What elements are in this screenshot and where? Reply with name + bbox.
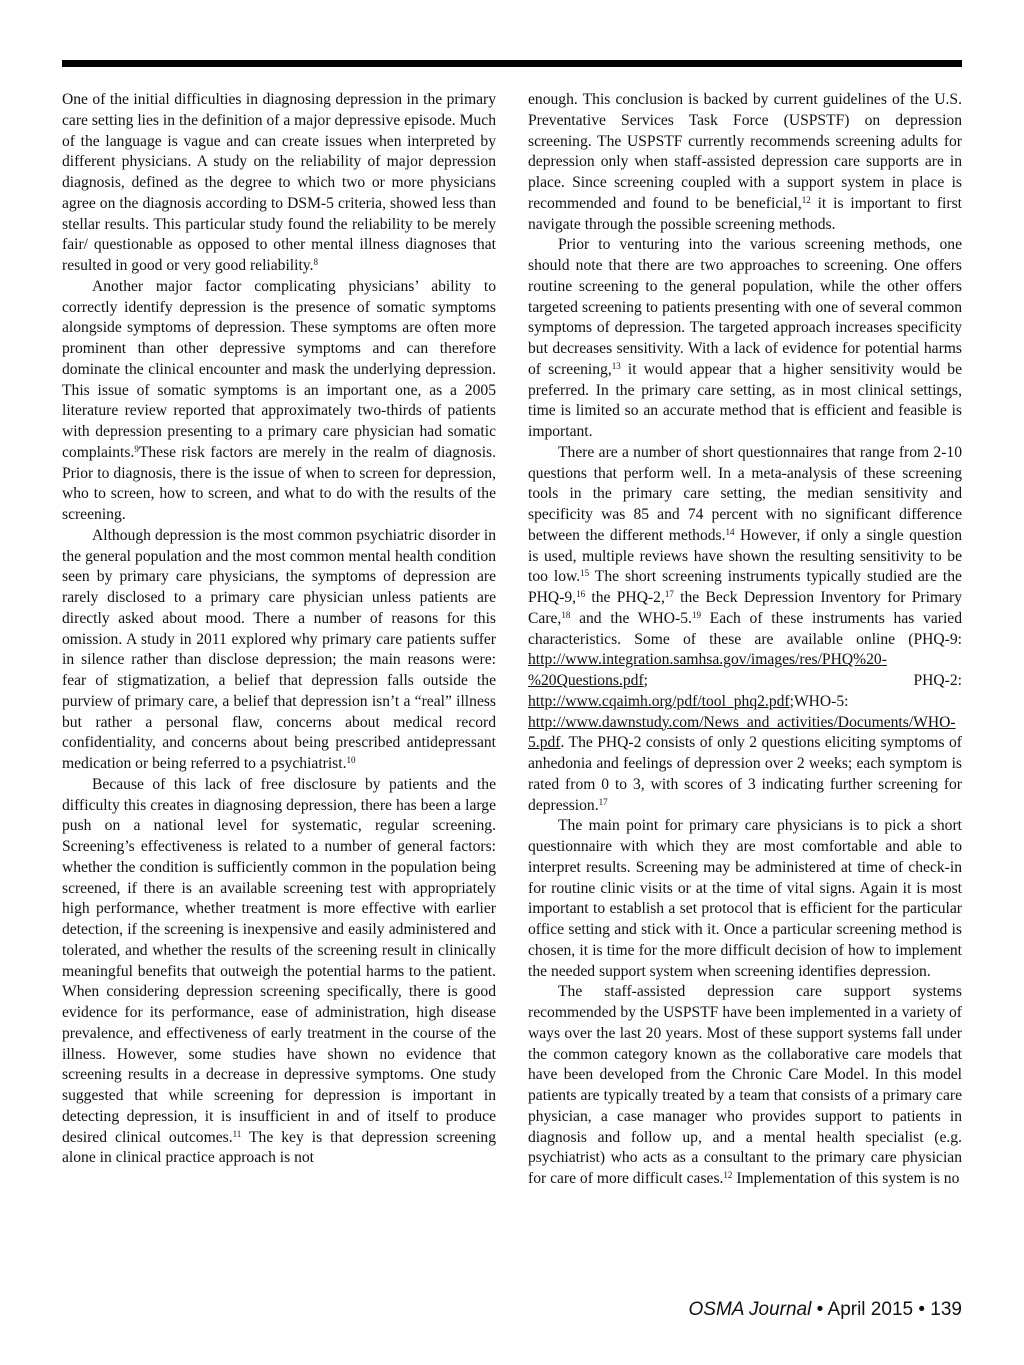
citation: 10 [346, 755, 356, 765]
paragraph: There are a number of short questionnaires that range from 2-10 questions that perform well. In a meta-analysis of these screening tools in the primary care setting, the median sensitivity and specificity was 85 and 74 percent with no significant difference between the different methods.$^{14}$ However, if only a single question is used, multiple reviews have shown the resulting sensitivity to be too low.$^{15}$ The short screening instruments typically studied are the PHQ-9,16 the PHQ-2,17 the Beck Depression Inventory for Primary Care,$^{18}$ and the WHO-5.19 Each of these instruments has varied characteristics. Some of these are available online (PHQ-9: http://www.integration.samhsa.gov/images/res/PHQ%20-%20Questions.pdf; PHQ-2: http://www.cqaimh.org/pdf/tool_phq2.pdf;WHO-5: http://www.dawnstudy.com/News_and_activities/Documents/WHO-5.pdf. The PHQ-2 consists of only 2 questions eliciting symptoms of anhedonia and feelings of depression over 2 weeks; each symptom is rated from 0 to 3, with scores of 3 indicating further screening for depression.$^{17}$ [528, 443, 962, 814]
page-footer [689, 1299, 963, 1321]
page-number: 139 [930, 1299, 962, 1320]
paragraph: enough. This conclusion is backed by current guidelines of the U.S. Preventative Services Task Force (USPSTF) on depression screening. The USPSTF currently recommends screening adults for depression only when staff-assisted depression care supports are in place. Since screening coupled with a support system in place is recommended and found to be beneficial,$^{12}$ it is important to first navigate through the possible screening methods. [528, 91, 962, 233]
paragraph: Because of this lack of free disclosure by patients and the difficulty this creates in diagnosing depression, there has been a large push on a national level for systematic, regular screening. Screening’s effectiveness is related to a number of general factors: whether the condition is sufficiently common in the population being screened, if there is an available screening test with appropriately high performance, whether treatment is more effective with earlier detection, if the screening is inexpensive and easily administered and tolerated, and whether the results of the screening result in clinically meaningful benefits that outweigh the potential harms to the patient. When considering depression screening specifically, there is good evidence for its performance, ease of administration, high disease prevalence, and effectiveness of early treatment in the course of the illness. However, some studies have shown no evidence that screening results in a decrease in depressive symptoms. One study suggested that while screening for depression is important in detecting depression, it is insufficient in and of itself to produce desired clinical outcomes.$^{11}$ The key is that depression screening alone in clinical practice approach is not [62, 775, 496, 1167]
paragraph: Another major factor complicating physicians’ ability to correctly identify depression is the presence of somatic symptoms alongside symptoms of depression. These symptoms are often more prominent than other depressive symptoms and can therefore dominate the clinical encounter and mask the underlying depression. This issue of somatic symptoms is an important one, as a 2005 literature review reported that approximately two-thirds of patients with depression presenting to a primary care physician had somatic complaints.$^9$These risk factors are merely in the realm of diagnosis. Prior to diagnosis, there is the issue of when to screen for depression, who to screen, how to screen, and what to do with the results of the screening. [62, 277, 496, 523]
paragraph: One of the initial difficulties in diagnosing depression in the primary care setting lies in the definition of a major depressive episode. Much of the language is vague and can create issues when interpreted by different physicians. A study on the reliability of major depression diagnosis, defined as the degree to which two or more physicians agree on the diagnosis according to DSM-5 criteria, showed less than stellar results. This particular study found the reliability to be merely fair/ questionable as opposed to other mental illness diagnoses that resulted in good or very good reliability.$^8$ [62, 91, 496, 274]
citation: 13 [611, 360, 621, 371]
footer-separator: • [811, 1299, 828, 1320]
citation: 8 [313, 257, 318, 267]
citation: 17 [598, 796, 608, 807]
citation: 9 [134, 443, 139, 454]
citation: 19 [691, 609, 701, 620]
paragraph: The staff-assisted depression care support systems recommended by the USPSTF have been implemented in a variety of ways over the last 20 years. Most of these support systems fall under the common category known as the collaborative care models that have been developed from the Chronic Care Model. In this model patients are typically treated by a team that consists of a primary care physician, a case manager who provides support to patients in diagnosis and follow up, and a mental health specialist (e.g. psychiatrist) who acts as a consultant to the primary care physician for care of more difficult cases.$^{12}$ Implementation of this system is no [528, 983, 962, 1187]
paragraph: The main point for primary care physicians is to pick a short questionnaire with which they are most comfortable and able to interpret results. Screening may be administered at time of check-in for routine clinic visits or at the time of vital signs. Again it is most important to establish a set protocol that is efficient for the particular office setting and stick with it. Once a particular screening method is chosen, it is time for the more difficult decision of how to implement the needed support system when screening identifies depression. [528, 817, 962, 980]
header-rule [62, 60, 962, 67]
issue-date: April 2015 [827, 1299, 914, 1320]
who5-link[interactable]: http://www.dawnstudy.com/News_and_activities/Documents/WHO-5.pdf [528, 713, 956, 752]
footer-separator: • [913, 1299, 931, 1320]
phq9-link[interactable]: http://www.integration.samhsa.gov/images/res/PHQ%20-%20Questions.pdf [528, 651, 887, 689]
right-column [528, 90, 962, 1250]
citation: 11 [232, 1128, 242, 1139]
paragraph: Prior to venturing into the various screening methods, one should note that there are two approaches to screening. One offers routine screening to the general population, while the other offers targeted screening to patients presenting with one of several common symptoms of depression. The targeted approach increases specificity but decreases sensitivity. With a lack of evidence for potential harms of screening,$^{13}$ it would appear that a higher sensitivity would be preferred. In the primary care setting, as in most clinical settings, time is limited so an accurate method that is efficient and feasible is important. [528, 236, 962, 440]
phq2-link[interactable]: http://www.cqaimh.org/pdf/tool_phq2.pdf [528, 692, 790, 710]
citation: 15 [580, 568, 590, 579]
citation: 12 [723, 1170, 733, 1180]
citation: 18 [561, 609, 571, 620]
citation: 17 [664, 589, 674, 599]
citation: 12 [801, 194, 811, 205]
left-column [62, 90, 496, 1250]
citation: 16 [576, 589, 586, 599]
journal-name: OSMA Journal [688, 1299, 812, 1320]
paragraph: Although depression is the most common psychiatric disorder in the general population and the most common mental health condition seen by primary care physicians, the symptoms of depression are rarely disclosed to a primary care physician unless patients are directly asked about mood. There a number of reasons for this omission. A study in 2011 explored why primary care patients suffer in silence rather than disclose depression; the main reasons were: fear of stigmatization, a belief that depression falls outside the purview of primary care, a belief that depression isn’t a “real” illness but rather a personal flaw, concerns about medical record confidentiality, and concerns about being prescribed antidepressant medication or being referred to a psychiatrist.$^{10}$ [62, 526, 496, 772]
citation: 14 [725, 526, 735, 537]
